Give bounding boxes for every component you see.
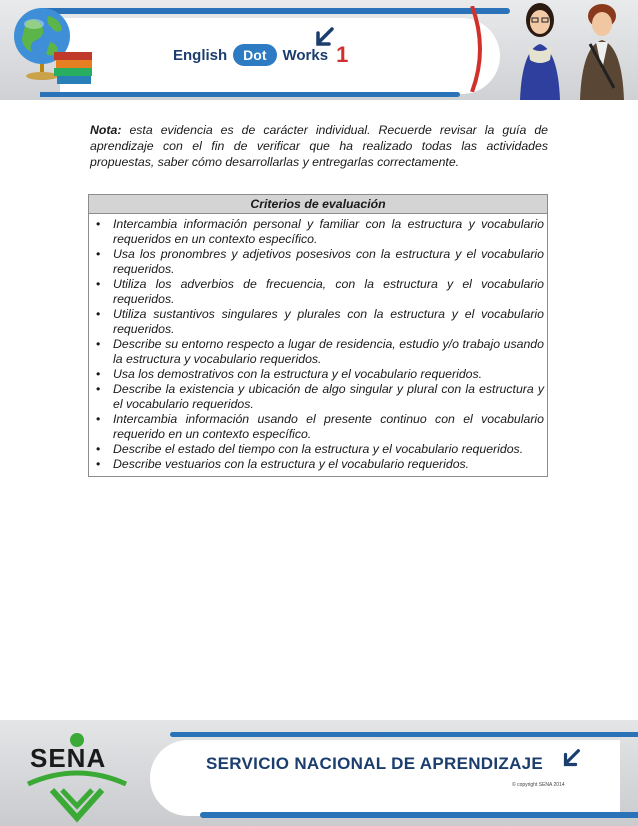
bullet-icon: • (96, 457, 101, 471)
criteria-list (89, 214, 547, 476)
sena-name: SENA (30, 743, 107, 773)
header-stripe (40, 92, 460, 97)
logo-english: English (173, 46, 228, 64)
criteria-item-text: Intercambia información personal y familiar con la estructura y vocabulario requeridos en un contexto específico. (113, 217, 544, 246)
bullet-icon: • (96, 412, 101, 426)
bullet-icon: • (96, 247, 101, 261)
note-text: esta evidencia es de carácter individual. Recuerde revisar la guía de aprendizaje con el fin de verificar que ha realizado todas las actividades propuestas, saber cómo desarrollarlas y entregarlas correctamente. (90, 123, 548, 169)
criteria-item-text: Describe la existencia y ubicación de algo singular y plural con la estructura y el vocabulario requeridos. (113, 382, 544, 411)
bullet-icon: • (96, 307, 101, 321)
note-paragraph (90, 122, 548, 170)
criteria-item (92, 367, 544, 382)
bullet-icon: • (96, 442, 101, 456)
bullet-icon: • (96, 337, 101, 351)
criteria-item-text: Describe el estado del tiempo con la estructura y el vocabulario requeridos. (113, 442, 524, 456)
criteria-item-text: Describe vestuarios con la estructura y el vocabulario requeridos. (113, 457, 470, 471)
globe-with-books-icon (4, 2, 96, 88)
logo-number: 1 (336, 42, 349, 67)
criteria-item (92, 277, 544, 307)
criteria-item (92, 217, 544, 247)
criteria-item (92, 307, 544, 337)
header-stripe (40, 8, 510, 14)
footer-stripe (170, 732, 638, 737)
header-red-stripe (470, 6, 490, 92)
criteria-item (92, 247, 544, 277)
bullet-icon: • (96, 217, 101, 231)
footer-stripe (200, 812, 638, 818)
bullet-icon: • (96, 367, 101, 381)
arrow-icon (312, 26, 336, 50)
criteria-item-text: Utiliza sustantivos singulares y plurales con la estructura y el vocabulario requeridos. (113, 307, 544, 336)
page-footer (0, 720, 638, 826)
criteria-item-text: Usa los demostrativos con la estructura y el vocabulario requeridos. (113, 367, 483, 381)
criteria-item (92, 457, 544, 472)
logo-works: Works (282, 46, 329, 64)
bullet-icon: • (96, 277, 101, 291)
bullet-icon: • (96, 382, 101, 396)
logo-dot: Dot (233, 44, 276, 66)
criteria-table (88, 194, 548, 477)
page-header (0, 0, 638, 102)
copyright-text: © copyright SENA 2014 (512, 782, 565, 788)
criteria-item-text: Utiliza los adverbios de frecuencia, con la estructura y el vocabulario requeridos. (113, 277, 544, 306)
criteria-item-text: Usa los pronombres y adjetivos posesivos con la estructura y el vocabulario requeridos. (113, 247, 544, 276)
criteria-item (92, 412, 544, 442)
footer-title: SERVICIO NACIONAL DE APRENDIZAJE (206, 754, 544, 773)
note-label: Nota: (90, 123, 122, 137)
criteria-title: Criterios de evaluación (89, 195, 547, 214)
students-illustration (510, 0, 638, 100)
footer-panel (150, 740, 620, 816)
criteria-item (92, 442, 544, 457)
criteria-item (92, 337, 544, 367)
criteria-item-text: Describe su entorno respecto a lugar de residencia, estudio y/o trabajo usando la estructura y vocabulario requeridos. (113, 337, 544, 366)
criteria-item (92, 382, 544, 412)
criteria-item-text: Intercambia información usando el presente continuo con el vocabulario requerido en un contexto específico. (113, 412, 544, 441)
arrow-icon (560, 748, 582, 770)
